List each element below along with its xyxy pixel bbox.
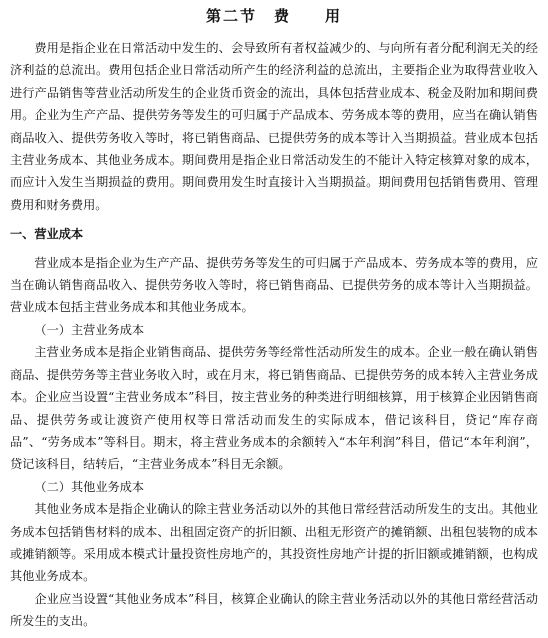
section-heading-operating-cost: 一、营业成本 [10,227,84,242]
other-business-cost-account-paragraph: 企业应当设置“其他业务成本”科目，核算企业确认的除主营业务活动以外的其他日常经营活动所发生的支出。 [10,591,538,629]
subsection-heading-main-business-cost: （一）主营业务成本 [34,322,145,337]
main-business-cost-paragraph: 主营业务成本是指企业销售商品、提供劳务等经常性活动所发生的成本。企业一般在确认销售商品、提供劳务等主营业务收入时，或在月末，将已销售商品、已提供劳务的成本转入主营业务成本。企业应当设置“主营业务成本”科目，按主营业务的种类进行明细核算，用于核算企业因销售商品、提供劳务或让渡资产使用权等日常活动而发生的实际成本，借记该科目，贷记“库存商品”、“劳务成本”等科目。期末，将主营业务成本的余额转入“本年利润”科目，借记“本年利润”，贷记该科目，结转后，“主营业务成本”科目无余额。 [10,345,538,472]
other-business-cost-paragraph: 其他业务成本是指企业确认的除主营业务活动以外的其他日常经营活动所发生的支出。其他业务成本包括销售材料的成本、出租固定资产的折旧额、出租无形资产的摊销额、出租包装物的成本或摊销额等。采用成本模式计量投资性房地产的，其投资性房地产计提的折旧额或摊销额，也构成其他业务成本。 [10,502,538,584]
operating-cost-paragraph: 营业成本是指企业为生产产品、提供劳务等发生的可归属于产品成本、劳务成本等的费用，应当在确认销售商品收入、提供劳务收入等时，将已销售商品、已提供劳务的成本等计入当期损益。营业成本包括主营业务成本和其他业务成本。 [10,255,538,315]
page-title: 第二节 费 用 [205,7,342,25]
subsection-heading-other-business-cost: （二）其他业务成本 [34,479,145,494]
intro-paragraph: 费用是指企业在日常活动中发生的、会导致所有者权益减少的、与向所有者分配利润无关的经济利益的总流出。费用包括企业日常活动所产生的经济利益的总流出，主要指企业为取得营业收入进行产品销售等营业活动所发生的企业货币资金的流出，具体包括营业成本、税金及附加和期间费用。企业为生产产品、提供劳务等发生的可归属于产品成本、劳务成本等的费用，应当在确认销售商品收入、提供劳务收入等时，将已销售商品、已提供劳务的成本等计入当期损益。营业成本包括主营业务成本、其他业务成本。期间费用是指企业日常活动发生的不能计入特定核算对象的成本，而应计入发生当期损益的费用。期间费用发生时直接计入当期损益。期间费用包括销售费用、管理费用和财务费用。 [10,41,538,212]
